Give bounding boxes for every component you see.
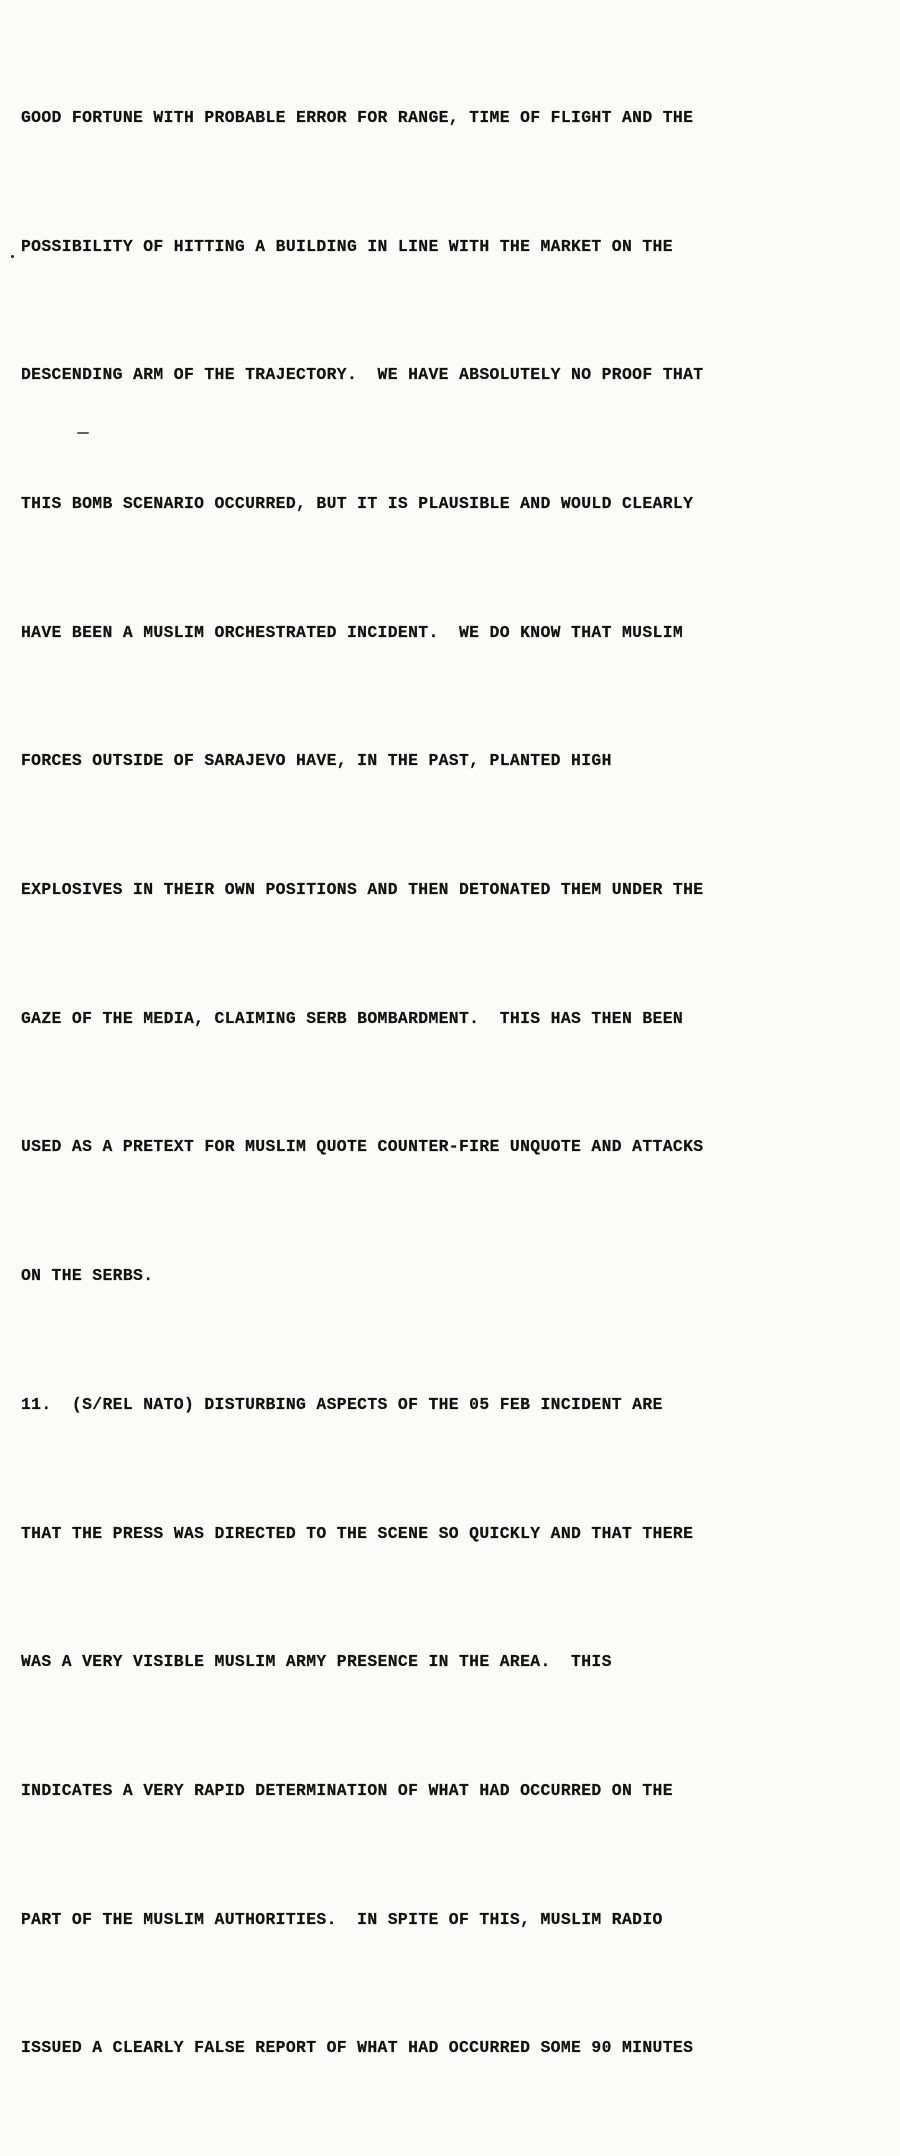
document-line: USED AS A PRETEXT FOR MUSLIM QUOTE COUNTER-FIRE UNQUOTE AND ATTACKS [21, 1137, 704, 1157]
document-line: INDICATES A VERY RAPID DETERMINATION OF WHAT HAD OCCURRED ON THE [21, 1780, 673, 1800]
document-line: GAZE OF THE MEDIA, CLAIMING SERB BOMBARDMENT. THIS HAS THEN BEEN [21, 1008, 684, 1028]
paragraph-11-first-line: 11. (S/REL NATO) DISTURBING ASPECTS OF THE 05 FEB INCIDENT ARE [21, 1394, 663, 1414]
document-line: PART OF THE MUSLIM AUTHORITIES. IN SPITE OF THIS, MUSLIM RADIO [21, 1909, 663, 1929]
document-line: EXPLOSIVES IN THEIR OWN POSITIONS AND THEN DETONATED THEM UNDER THE [21, 880, 704, 900]
document-line: ON THE SERBS. [21, 1266, 154, 1286]
document-line: GOOD FORTUNE WITH PROBABLE ERROR FOR RANGE, TIME OF FLIGHT AND THE [21, 107, 694, 127]
scan-speck [11, 255, 14, 258]
document-line: FORCES OUTSIDE OF SARAJEVO HAVE, IN THE PAST, PLANTED HIGH [21, 751, 612, 771]
document-line: THAT THE PRESS WAS DIRECTED TO THE SCENE SO QUICKLY AND THAT THERE [21, 1523, 694, 1543]
document-line: WAS A VERY VISIBLE MUSLIM ARMY PRESENCE IN THE AREA. THIS [21, 1652, 612, 1672]
document-line: POSSIBILITY OF HITTING A BUILDING IN LINE WITH THE MARKET ON THE [21, 236, 673, 256]
document-line: THIS BOMB SCENARIO OCCURRED, BUT IT IS PLAUSIBLE AND WOULD CLEARLY [21, 493, 694, 513]
document-line: HAVE BEEN A MUSLIM ORCHESTRATED INCIDENT. WE DO KNOW THAT MUSLIM [21, 622, 684, 642]
document-line: ISSUED A CLEARLY FALSE REPORT OF WHAT HAD OCCURRED SOME 90 MINUTES [21, 2038, 694, 2058]
scan-mark [77, 432, 89, 434]
document-body [21, 11, 891, 2156]
document-line: DESCENDING ARM OF THE TRAJECTORY. WE HAVE ABSOLUTELY NO PROOF THAT [21, 365, 704, 385]
